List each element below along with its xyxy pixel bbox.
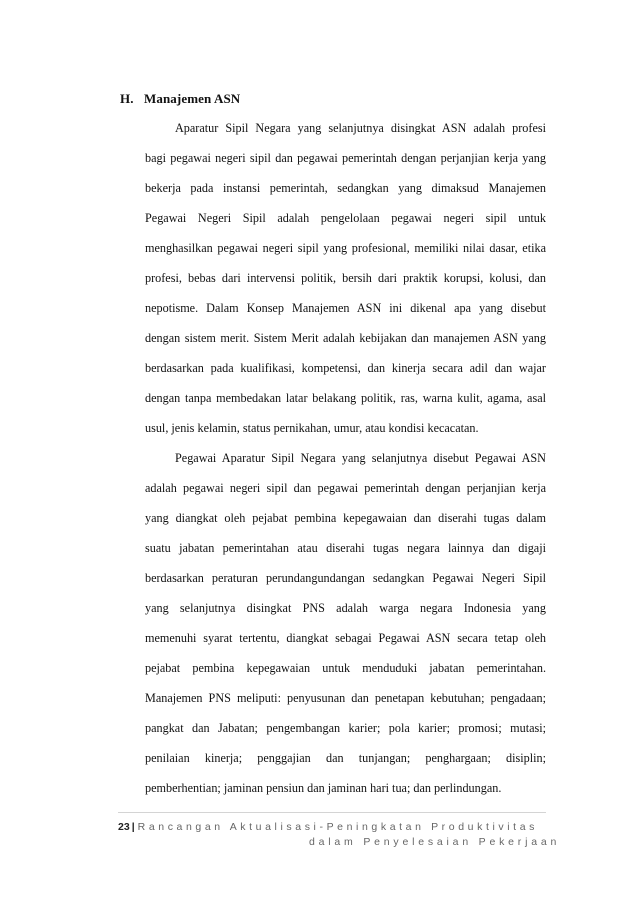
paragraph-line: pemberhentian; jaminan pensiun dan jaminan hari tua; dan perlindungan.	[145, 781, 502, 795]
paragraph-line: adalah pegawai negeri sipil dan pegawai pemerintah dengan perjanjian kerja	[145, 481, 546, 495]
paragraph-line: suatu jabatan pemerintahan atau diserahi tugas negara lainnya dan digaji	[145, 541, 546, 555]
paragraph-line: Aparatur Sipil Negara yang selanjutnya disingkat ASN adalah profesi	[175, 121, 546, 135]
paragraph-line: bekerja pada instansi pemerintah, sedangkan yang dimaksud Manajemen	[145, 181, 546, 195]
footer-divider	[118, 812, 546, 813]
footer-separator: |	[131, 821, 135, 833]
footer-title-line1: Rancangan Aktualisasi-Peningkatan Produktivitas	[137, 821, 538, 833]
paragraph-line: Pegawai Negeri Sipil adalah pengelolaan pegawai negeri sipil untuk	[145, 211, 546, 225]
paragraph-line: berdasarkan peraturan perundangundangan sedangkan Pegawai Negeri Sipil	[145, 571, 546, 585]
paragraph-line: dengan sistem merit. Sistem Merit adalah kebijakan dan manajemen ASN yang	[145, 331, 546, 345]
paragraph-line: memenuhi syarat tertentu, diangkat sebagai Pegawai ASN secara tetap oleh	[145, 631, 546, 645]
paragraph-line: penilaian kinerja; penggajian dan tunjangan; penghargaan; disiplin;	[145, 751, 546, 765]
paragraph-line: berdasarkan pada kualifikasi, kompetensi, dan kinerja secara adil dan wajar	[145, 361, 546, 375]
section-number: H.	[120, 91, 134, 106]
paragraph-line: pangkat dan Jabatan; pengembangan karier; pola karier; promosi; mutasi;	[145, 721, 546, 735]
paragraph-line: menghasilkan pegawai negeri sipil yang profesional, memiliki nilai dasar, etika	[145, 241, 546, 255]
paragraph-line: yang diangkat oleh pejabat pembina kepegawaian dan diserahi tugas dalam	[145, 511, 546, 525]
page-number: 23	[118, 821, 130, 833]
footer-title-line2: dalam Penyelesaian Pekerjaan	[309, 836, 561, 848]
paragraph-line: usul, jenis kelamin, status pernikahan, umur, atau kondisi kecacatan.	[145, 421, 479, 435]
paragraph-line: nepotisme. Dalam Konsep Manajemen ASN ini dikenal apa yang disebut	[145, 301, 546, 315]
paragraph-line: Manajemen PNS meliputi: penyusunan dan penetapan kebutuhan; pengadaan;	[145, 691, 546, 705]
paragraph-line: profesi, bebas dari intervensi politik, bersih dari praktik korupsi, kolusi, dan	[145, 271, 546, 285]
paragraph-line: dengan tanpa membedakan latar belakang politik, ras, warna kulit, agama, asal	[145, 391, 546, 405]
paragraph-line: yang selanjutnya disingkat PNS adalah warga negara Indonesia yang	[145, 601, 546, 615]
section-heading	[120, 91, 240, 107]
paragraph-line: bagi pegawai negeri sipil dan pegawai pemerintah dengan perjanjian kerja yang	[145, 151, 546, 165]
paragraph-line: Pegawai Aparatur Sipil Negara yang selanjutnya disebut Pegawai ASN	[175, 451, 546, 465]
paragraph-line: pejabat pembina kepegawaian untuk menduduki jabatan pemerintahan.	[145, 661, 546, 675]
page-footer	[118, 820, 561, 850]
section-title: Manajemen ASN	[144, 91, 241, 106]
